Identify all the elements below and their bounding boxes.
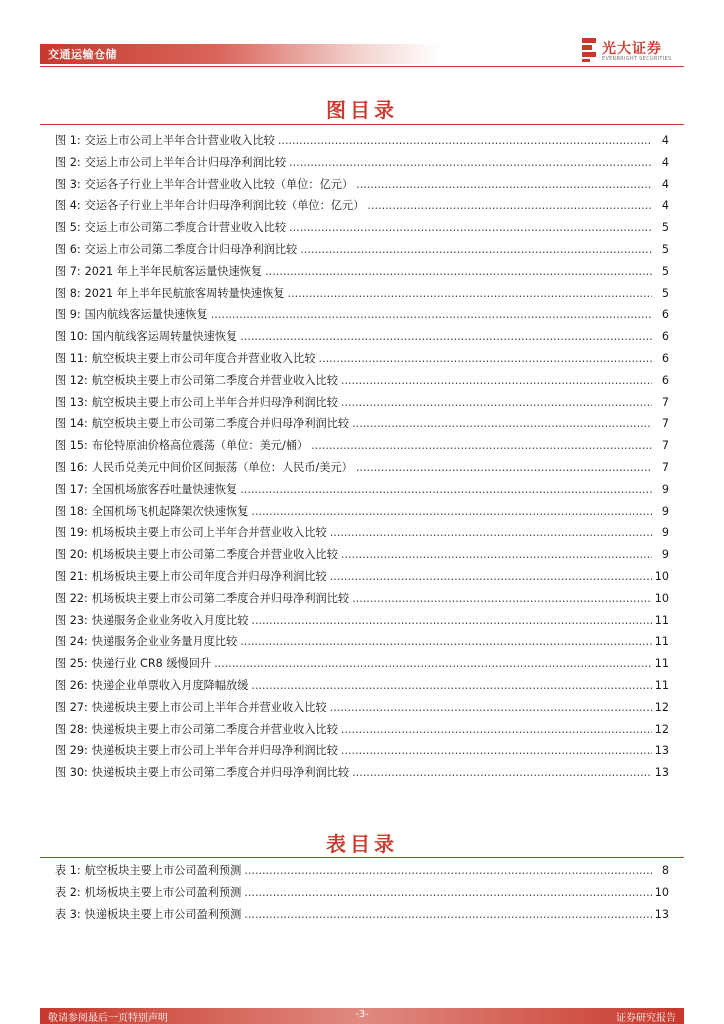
figure-toc-entry[interactable] [55, 217, 669, 239]
figure-toc-entry-page: 5 [661, 242, 669, 256]
figure-toc-entry[interactable] [55, 501, 669, 523]
toc-dot-leader [211, 304, 652, 326]
figure-toc-entry-title: 航空板块主要上市公司上半年合并归母净利润比较 [91, 395, 338, 409]
figure-toc-entry-label: 图 16: [55, 460, 88, 474]
toc-dot-leader [289, 152, 652, 174]
figure-toc-entry-page: 11 [654, 635, 669, 649]
figure-toc-entry[interactable] [55, 740, 669, 762]
table-toc-list [55, 860, 669, 925]
toc-dot-leader [240, 631, 652, 653]
figure-toc-entry-page: 11 [654, 678, 669, 692]
figure-toc-entry-page: 7 [661, 460, 669, 474]
toc-dot-leader [330, 522, 652, 544]
toc-dot-leader [244, 882, 651, 904]
footer-band [40, 1008, 684, 1024]
figure-toc-entry-page: 13 [654, 766, 669, 780]
figure-toc-entry-page: 12 [654, 722, 669, 736]
table-toc-entry[interactable] [55, 904, 669, 926]
toc-dot-leader [289, 217, 652, 239]
toc-dot-leader [251, 501, 652, 523]
figure-toc-entry-page: 5 [661, 286, 669, 300]
header-section-band [40, 44, 440, 64]
figure-toc-entry[interactable] [55, 130, 669, 152]
table-toc-entry-title: 快递板块主要上市公司盈利预测 [84, 907, 242, 921]
figure-toc-entry-title: 快递板块主要上市公司第二季度合并归母净利润比较 [91, 766, 350, 780]
figure-toc-entry-page: 10 [654, 569, 669, 583]
figure-toc-entry-label: 图 17: [55, 482, 88, 496]
figure-toc-entry-page: 12 [654, 700, 669, 714]
toc-dot-leader [330, 697, 652, 719]
figure-toc-entry[interactable] [55, 348, 669, 370]
toc-dot-leader [330, 566, 652, 588]
figure-toc-entry-page: 5 [661, 264, 669, 278]
figure-toc-entry[interactable] [55, 719, 669, 741]
figure-toc-entry[interactable] [55, 239, 669, 261]
figure-toc-entry-label: 图 15: [55, 439, 88, 453]
figure-toc-entry-page: 10 [654, 591, 669, 605]
table-toc-entry-label: 表 1: [55, 864, 81, 877]
figure-toc-entry-title: 机场板块主要上市公司上半年合并营业收入比较 [91, 526, 327, 540]
figure-toc-title-divider [40, 124, 684, 125]
figure-toc-entry-title: 航空板块主要上市公司第二季度合并营业收入比较 [91, 373, 338, 387]
figure-toc-entry-label: 图 28: [55, 722, 88, 736]
toc-dot-leader [244, 860, 652, 882]
toc-dot-leader [341, 719, 652, 741]
figure-toc-title: 图目录 [326, 98, 398, 122]
figure-toc-entry[interactable] [55, 370, 669, 392]
toc-dot-leader [341, 740, 652, 762]
figure-toc-entry[interactable] [55, 261, 669, 283]
table-toc-entry-page: 10 [654, 885, 669, 899]
toc-dot-leader [319, 348, 652, 370]
figure-toc-entry-label: 图 8: [55, 286, 81, 300]
figure-toc-entry[interactable] [55, 326, 669, 348]
figure-toc-entry-label: 图 30: [55, 766, 88, 780]
figure-toc-list [55, 130, 669, 784]
figure-toc-entry[interactable] [55, 174, 669, 196]
brand-name-cn: 光大证券 [602, 41, 662, 57]
figure-toc-entry-title: 人民币兑美元中间价区间振荡（单位：人民币/美元） [91, 460, 353, 474]
toc-dot-leader [214, 653, 652, 675]
footer-disclaimer: 敬请参阅最后一页特别声明 [48, 1013, 168, 1024]
figure-toc-entry-title: 快递行业 CR8 缓慢回升 [91, 657, 212, 671]
figure-toc-entry[interactable] [55, 675, 669, 697]
figure-toc-entry-title: 机场板块主要上市公司第二季度合并归母净利润比较 [91, 591, 350, 605]
toc-dot-leader [341, 392, 652, 414]
toc-dot-leader [287, 283, 652, 305]
table-toc-entry-label: 表 2: [55, 885, 81, 899]
figure-toc-entry-page: 6 [661, 308, 669, 322]
figure-toc-entry-label: 图 21: [55, 569, 88, 583]
figure-toc-entry[interactable] [55, 195, 669, 217]
toc-dot-leader [341, 370, 652, 392]
figure-toc-entry-page: 11 [654, 657, 669, 671]
figure-toc-entry-title: 快递板块主要上市公司上半年合并归母净利润比较 [91, 744, 338, 758]
figure-toc-entry[interactable] [55, 304, 669, 326]
figure-toc-entry-label: 图 27: [55, 700, 88, 714]
figure-toc-entry-title: 交运各子行业上半年合计营业收入比较（单位：亿元） [84, 177, 354, 191]
toc-dot-leader [244, 904, 651, 926]
figure-toc-entry[interactable] [55, 457, 669, 479]
toc-dot-leader [356, 174, 652, 196]
figure-toc-entry-title: 国内航线客运周转量快速恢复 [91, 330, 238, 344]
table-toc-title: 表目录 [326, 832, 398, 856]
figure-toc-entry-label: 图 2: [55, 155, 81, 169]
footer-page-number: -3- [355, 1009, 369, 1020]
figure-toc-entry[interactable] [55, 762, 669, 784]
figure-toc-entry-title: 机场板块主要上市公司年度合并归母净利润比较 [91, 569, 327, 583]
table-toc-entry-label: 表 3: [55, 907, 81, 921]
toc-dot-leader [240, 326, 652, 348]
table-toc-entry[interactable] [55, 860, 669, 882]
toc-dot-leader [251, 610, 651, 632]
toc-dot-leader [265, 261, 652, 283]
figure-toc-entry-label: 图 7: [55, 264, 81, 278]
figure-toc-entry-title: 交运上市公司上半年合计营业收入比较 [84, 134, 275, 147]
figure-toc-entry-label: 图 12: [55, 373, 88, 387]
figure-toc-entry-title: 快递板块主要上市公司第二季度合并营业收入比较 [91, 722, 338, 736]
figure-toc-entry-page: 7 [661, 395, 669, 409]
toc-dot-leader [352, 762, 652, 784]
figure-toc-entry-page: 13 [654, 744, 669, 758]
brand-logo [582, 38, 692, 66]
header-section-label: 交通运输仓储 [48, 48, 117, 61]
figure-toc-entry-label: 图 18: [55, 504, 88, 518]
figure-toc-entry-label: 图 29: [55, 744, 88, 758]
figure-toc-entry-title: 布伦特原油价格高位震荡（单位：美元/桶） [91, 439, 309, 453]
figure-toc-entry-label: 图 23: [55, 613, 88, 627]
figure-toc-entry-title: 快递板块主要上市公司上半年合并营业收入比较 [91, 700, 327, 714]
figure-toc-entry[interactable] [55, 631, 669, 653]
toc-dot-leader [352, 413, 652, 435]
brand-logo-icon [582, 38, 596, 62]
figure-toc-entry-title: 交运上市公司上半年合计归母净利润比较 [84, 155, 287, 169]
figure-toc-entry-label: 图 4: [55, 199, 81, 213]
figure-toc-entry-page: 5 [661, 221, 669, 235]
figure-toc-entry-label: 图 19: [55, 526, 88, 540]
figure-toc-entry[interactable] [55, 544, 669, 566]
footer-report-type: 证券研究报告 [616, 1013, 676, 1024]
figure-toc-entry-label: 图 3: [55, 177, 81, 191]
figure-toc-entry-label: 图 24: [55, 635, 88, 649]
figure-toc-entry-page: 4 [661, 177, 669, 191]
figure-toc-entry-page: 6 [661, 330, 669, 344]
toc-dot-leader [300, 239, 652, 261]
figure-toc-entry-label: 图 26: [55, 678, 88, 692]
toc-dot-leader [341, 544, 652, 566]
figure-toc-entry-title: 航空板块主要上市公司第二季度合并归母净利润比较 [91, 417, 350, 431]
figure-toc-entry-page: 11 [654, 613, 669, 627]
figure-toc-entry-page: 9 [661, 526, 669, 540]
figure-toc-entry-page: 9 [661, 548, 669, 562]
figure-toc-entry-label: 图 13: [55, 395, 88, 409]
figure-toc-entry-title: 2021 年上半年民航旅客周转量快速恢复 [84, 286, 285, 300]
figure-toc-entry-label: 图 10: [55, 330, 88, 344]
figure-toc-entry-title: 机场板块主要上市公司第二季度合并营业收入比较 [91, 548, 338, 562]
figure-toc-entry-page: 6 [661, 373, 669, 387]
figure-toc-entry-title: 快递企业单票收入月度降幅放缓 [91, 678, 249, 692]
figure-toc-entry-label: 图 1: [55, 134, 81, 147]
figure-toc-entry-label: 图 5: [55, 221, 81, 235]
figure-toc-entry-page: 7 [661, 417, 669, 431]
figure-toc-entry-title: 2021 年上半年民航客运量快速恢复 [84, 264, 263, 278]
toc-dot-leader [356, 457, 652, 479]
figure-toc-entry-title: 交运上市公司第二季度合计归母净利润比较 [84, 242, 298, 256]
figure-toc-entry-page: 4 [661, 199, 669, 213]
figure-toc-entry-title: 国内航线客运量快速恢复 [84, 308, 208, 322]
toc-dot-leader [352, 588, 652, 610]
figure-toc-entry-title: 全国机场旅客吞吐量快速恢复 [91, 482, 238, 496]
toc-dot-leader [278, 130, 652, 152]
figure-toc-entry[interactable] [55, 283, 669, 305]
table-toc-entry-page: 8 [661, 864, 669, 877]
figure-toc-entry-page: 7 [661, 439, 669, 453]
table-toc-entry-title: 航空板块主要上市公司盈利预测 [84, 864, 242, 877]
brand-name-en: EVERBRIGHT SECURITIES [602, 56, 672, 62]
figure-toc-entry[interactable] [55, 653, 669, 675]
header-divider [40, 66, 684, 67]
figure-toc-entry[interactable] [55, 610, 669, 632]
toc-dot-leader [251, 675, 651, 697]
toc-dot-leader [311, 435, 652, 457]
figure-toc-entry[interactable] [55, 413, 669, 435]
figure-toc-entry-page: 6 [661, 351, 669, 365]
figure-toc-entry-label: 图 11: [55, 351, 88, 365]
figure-toc-entry-title: 快递服务企业业务收入月度比较 [91, 613, 249, 627]
table-toc-title-divider [40, 857, 684, 858]
table-toc-entry-title: 机场板块主要上市公司盈利预测 [84, 885, 242, 899]
figure-toc-entry-title: 航空板块主要上市公司年度合并营业收入比较 [91, 351, 316, 365]
figure-toc-entry-title: 快递服务企业业务量月度比较 [91, 635, 238, 649]
figure-toc-entry[interactable] [55, 588, 669, 610]
toc-dot-leader [367, 195, 652, 217]
figure-toc-entry[interactable] [55, 479, 669, 501]
figure-toc-entry-label: 图 6: [55, 242, 81, 256]
figure-toc-entry-label: 图 22: [55, 591, 88, 605]
figure-toc-entry-page: 4 [661, 155, 669, 169]
figure-toc-entry-label: 图 20: [55, 548, 88, 562]
figure-toc-entry[interactable] [55, 522, 669, 544]
figure-toc-entry[interactable] [55, 697, 669, 719]
figure-toc-entry-title: 全国机场飞机起降架次快速恢复 [91, 504, 249, 518]
figure-toc-entry[interactable] [55, 435, 669, 457]
figure-toc-entry-page: 4 [661, 134, 669, 147]
figure-toc-entry-title: 交运各子行业上半年合计归母净利润比较（单位：亿元） [84, 199, 365, 213]
figure-toc-entry[interactable] [55, 392, 669, 414]
figure-toc-entry[interactable] [55, 152, 669, 174]
figure-toc-entry-page: 9 [661, 504, 669, 518]
figure-toc-entry-label: 图 14: [55, 417, 88, 431]
figure-toc-entry-label: 图 9: [55, 308, 81, 322]
figure-toc-entry-title: 交运上市公司第二季度合计营业收入比较 [84, 221, 287, 235]
table-toc-entry[interactable] [55, 882, 669, 904]
toc-dot-leader [240, 479, 652, 501]
figure-toc-entry-label: 图 25: [55, 657, 88, 671]
figure-toc-entry[interactable] [55, 566, 669, 588]
table-toc-entry-page: 13 [654, 907, 669, 921]
figure-toc-entry-page: 9 [661, 482, 669, 496]
